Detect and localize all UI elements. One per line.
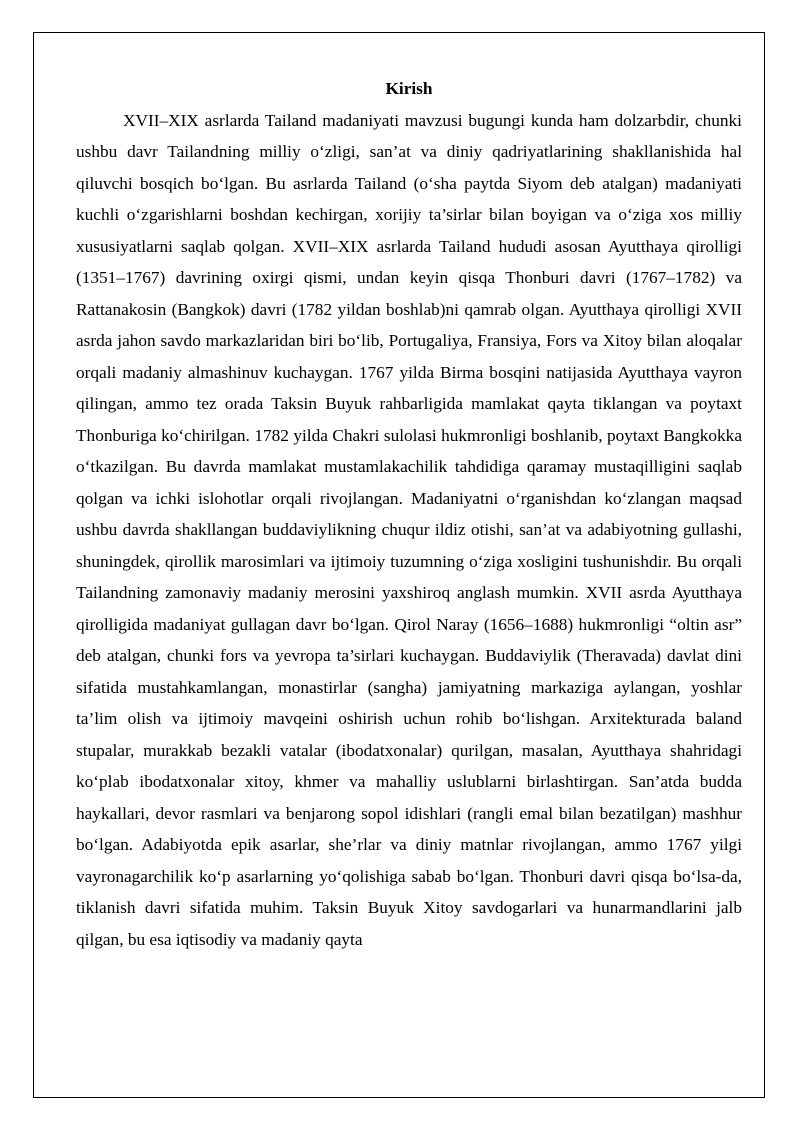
document-content (76, 73, 742, 955)
body-paragraph: XVII–XIX asrlarda Tailand madaniyati mavzusi bugungi kunda ham dolzarbdir, chunki ushbu davr Tailandning milliy o‘zligi, san’at va diniy qadriyatlarining shakllanishida hal qiluvchi bosqich bo‘lgan. Bu asrlarda Tailand (o‘sha paytda Siyom deb atalgan) madaniyati kuchli o‘zgarishlarni boshdan kechirgan, xorijiy ta’sirlar bilan boyigan va o‘ziga xos milliy xususiyatlarni saqlab qolgan. XVII–XIX asrlarda Tailand hududi asosan Ayutthaya qirolligi (1351–1767) davrining oxirgi qismi, undan keyin qisqa Thonburi davri (1767–1782) va Rattanakosin (Bangkok) davri (1782 yildan boshlab)ni qamrab olgan. Ayutthaya qirolligi XVII asrda jahon savdo markazlaridan biri bo‘lib, Portugaliya, Fransiya, Fors va Xitoy bilan aloqalar orqali madaniy almashinuv kuchaygan. 1767 yilda Birma bosqini natijasida Ayutthaya vayron qilingan, ammo tez orada Taksin Buyuk rahbarligida mamlakat qayta tiklangan va poytaxt Thonburiga ko‘chirilgan. 1782 yilda Chakri sulolasi hukmronligi boshlanib, poytaxt Bangkokka o‘tkazilgan. Bu davrda mamlakat mustamlakachilik tahdidiga qaramay mustaqilligini saqlab qolgan va ichki islohotlar orqali rivojlangan. Madaniyatni o‘rganishdan ko‘zlangan maqsad ushbu davrda shakllangan buddaviylikning chuqur ildiz otishi, san’at va adabiyotning gullashi, shuningdek, qirollik marosimlari va ijtimoiy tuzumning o‘ziga xosligini tushunishdir. Bu orqali Tailandning zamonaviy madaniy merosini yaxshiroq anglash mumkin. XVII asrda Ayutthaya qirolligida madaniyat gullagan davr bo‘lgan. Qirol Naray (1656–1688) hukmronligi “oltin asr” deb atalgan, chunki fors va yevropa ta’sirlari kuchaygan. Buddaviylik (Theravada) davlat dini sifatida mustahkamlangan, monastirlar (sangha) jamiyatning markaziga aylangan, yoshlar ta’lim olish va ijtimoiy mavqeini oshirish uchun rohib bo‘lishgan. Arxitekturada baland stupalar, murakkab bezakli vatalar (ibodatxonalar) qurilgan, masalan, Ayutthaya shahridagi ko‘plab ibodatxonalar xitoy, khmer va mahalliy uslublarni birlashtirgan. San’atda budda haykallari, devor rasmlari va benjarong sopol idishlari (rangli emal bilan bezatilgan) mashhur bo‘lgan. Adabiyotda epik asarlar, she’rlar va diniy matnlar rivojlangan, ammo 1767 yilgi vayronagarchilik ko‘p asarlarning yo‘qolishiga sabab bo‘lgan. Thonburi davri qisqa bo‘lsa-da, tiklanish davri sifatida muhim. Taksin Buyuk Xitoy savdogarlari va hunarmandlarini jalb qilgan, bu esa iqtisodiy va madaniy qayta (76, 110, 742, 949)
document-title: Kirish (385, 79, 433, 98)
